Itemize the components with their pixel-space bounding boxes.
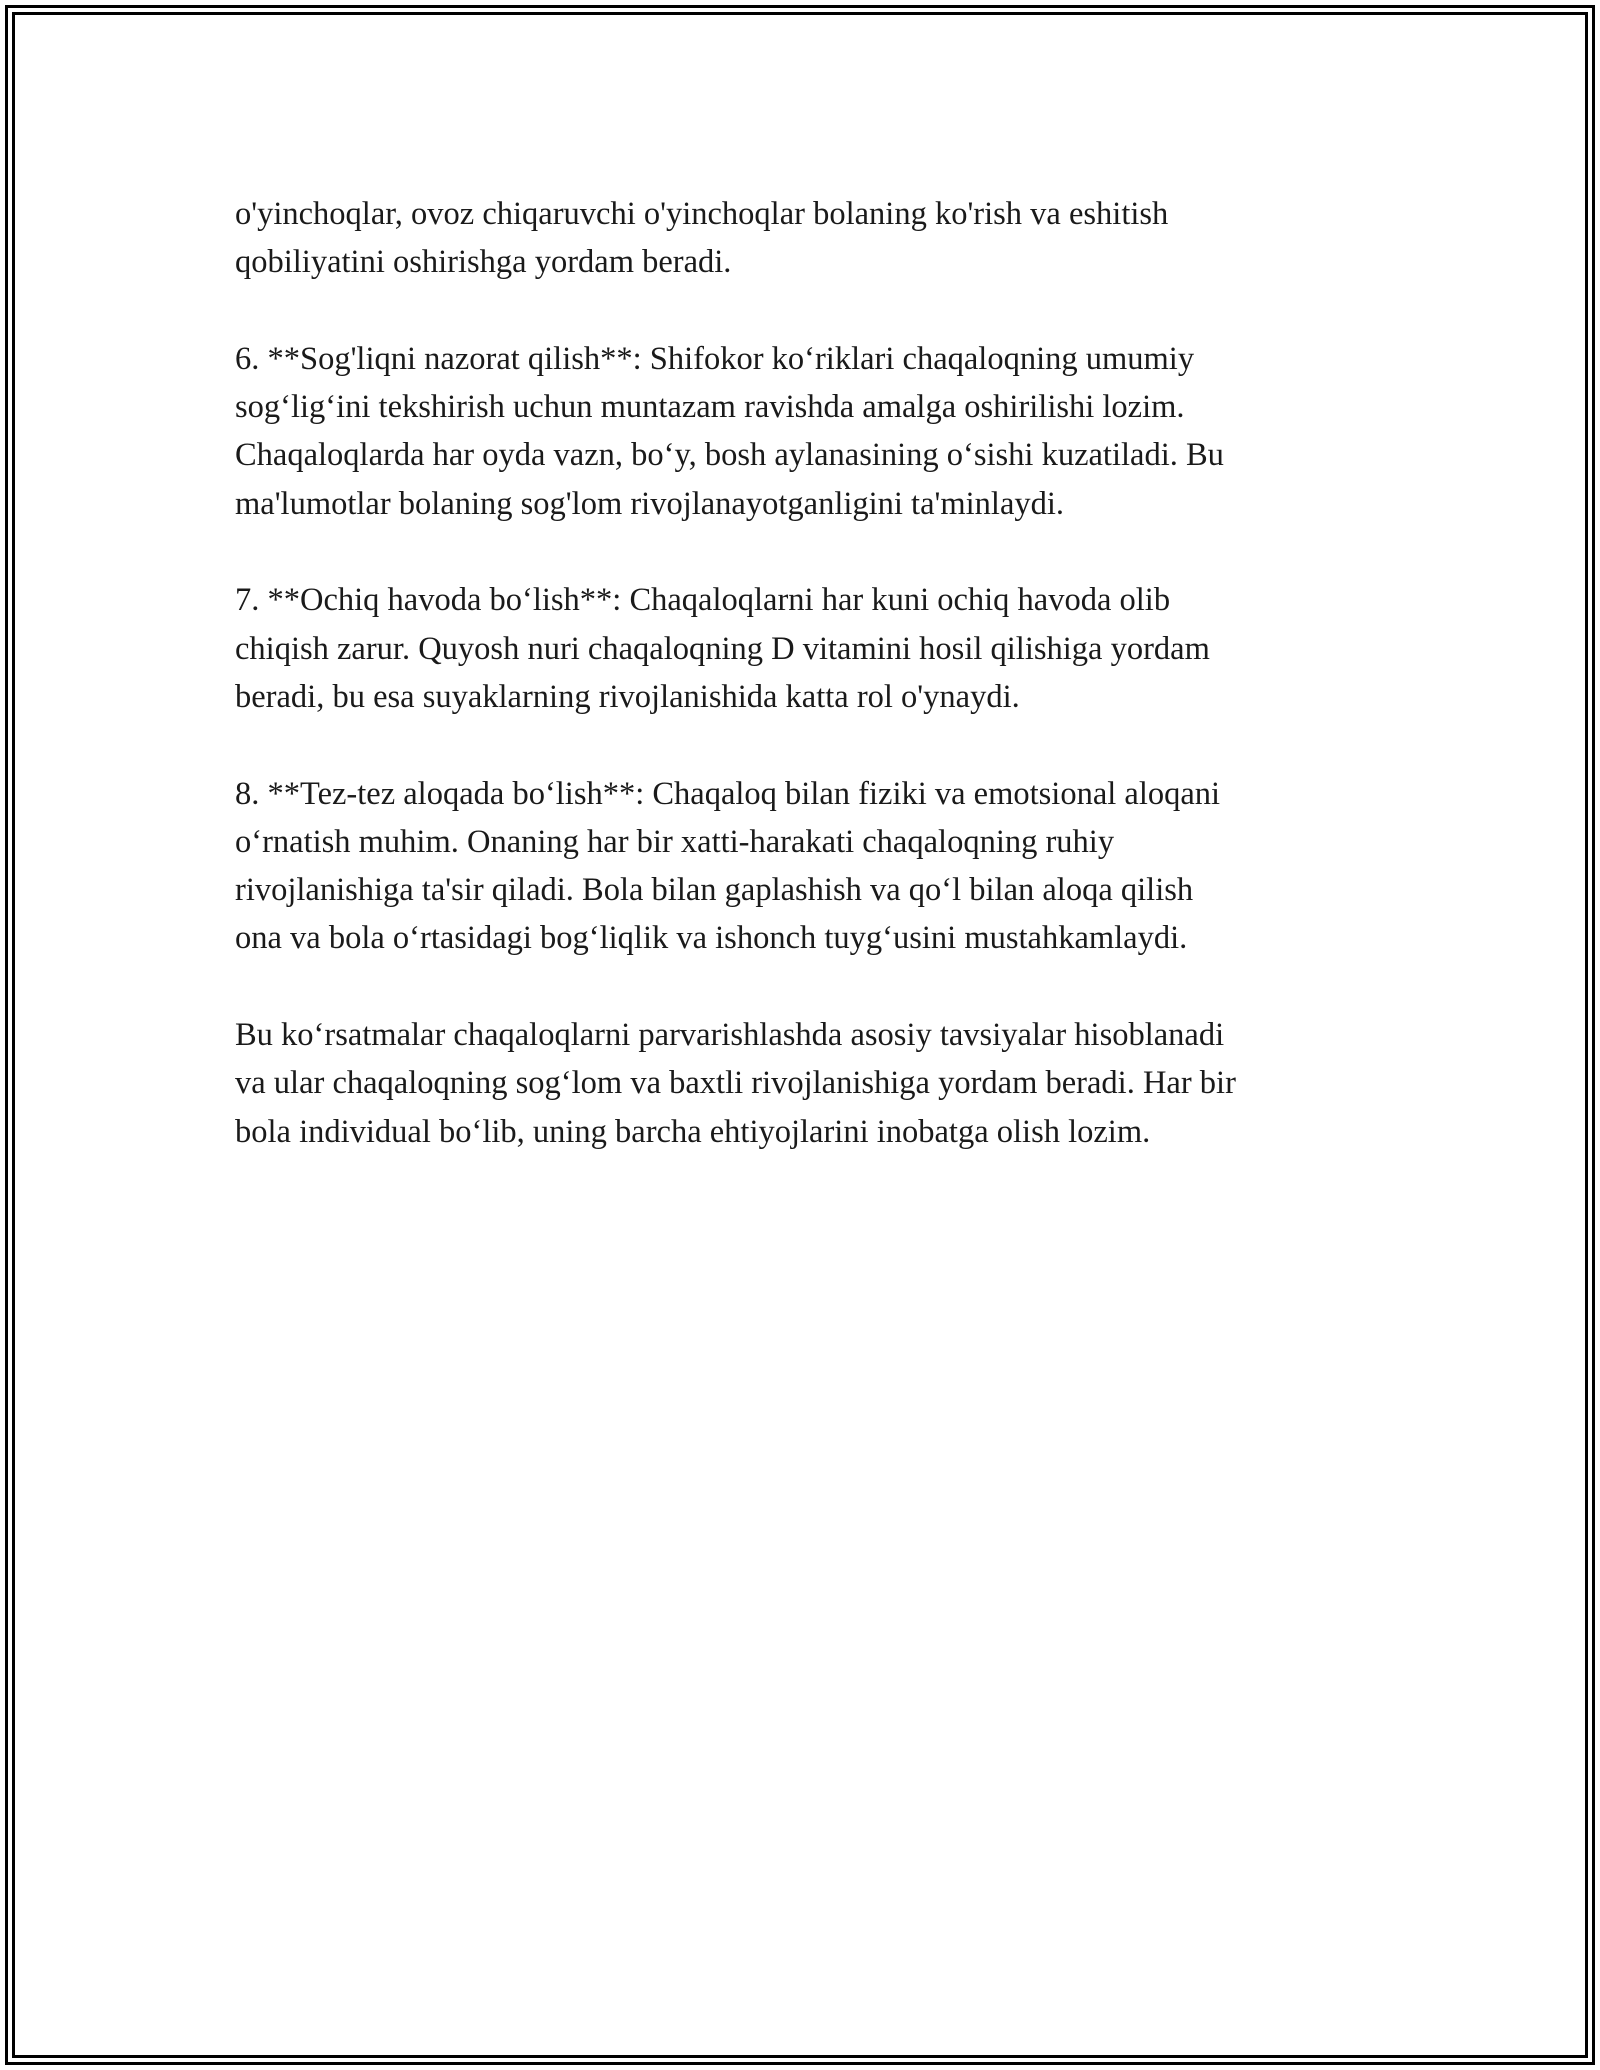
paragraph-conclusion: Bu ko‘rsatmalar chaqaloqlarni parvarishlashda asosiy tavsiyalar hisoblanadi va ular chaqaloqning sog‘lom va baxtli rivojlanishiga yordam beradi. Har bir bola individual bo‘lib, uning barcha ehtiyojlarini inobatga olish lozim.	[235, 1017, 1236, 1150]
paragraph-frequent-contact: 8. **Tez-tez aloqada bo‘lish**: Chaqaloq bilan fiziki va emotsional aloqani o‘rnatish muhim. Onaning har bir xatti-harakati chaqaloqning ruhiy rivojlanishiga ta'sir qiladi. Bola bilan gaplashish va qo‘l bilan aloqa qilish ona va bola o‘rtasidagi bog‘liqlik va ishonch tuyg‘usini mustahkamlaydi.	[235, 775, 1221, 957]
paragraph-toys-continuation: o'yinchoqlar, ovoz chiqaruvchi o'yinchoqlar bolaning ko'rish va eshitish qobiliyatini oshirishga yordam beradi.	[235, 196, 1169, 281]
document-body	[235, 190, 1385, 1204]
paragraph-outdoor-time: 7. **Ochiq havoda bo‘lish**: Chaqaloqlarni har kuni ochiq havoda olib chiqish zarur. Quyosh nuri chaqaloqning D vitamini hosil qilishiga yordam beradi, bu esa suyaklarning rivojlanishida katta rol o'ynaydi.	[235, 582, 1210, 715]
paragraph-health-monitoring: 6. **Sog'liqni nazorat qilish**: Shifokor ko‘riklari chaqaloqning umumiy sog‘lig‘ini tekshirish uchun muntazam ravishda amalga oshirilishi lozim. Chaqaloqlarda har oyda vazn, bo‘y, bosh aylanasining o‘sishi kuzatiladi. Bu ma'lumotlar bolaning sog'lom rivojlanayotganligini ta'minlaydi.	[235, 340, 1224, 522]
